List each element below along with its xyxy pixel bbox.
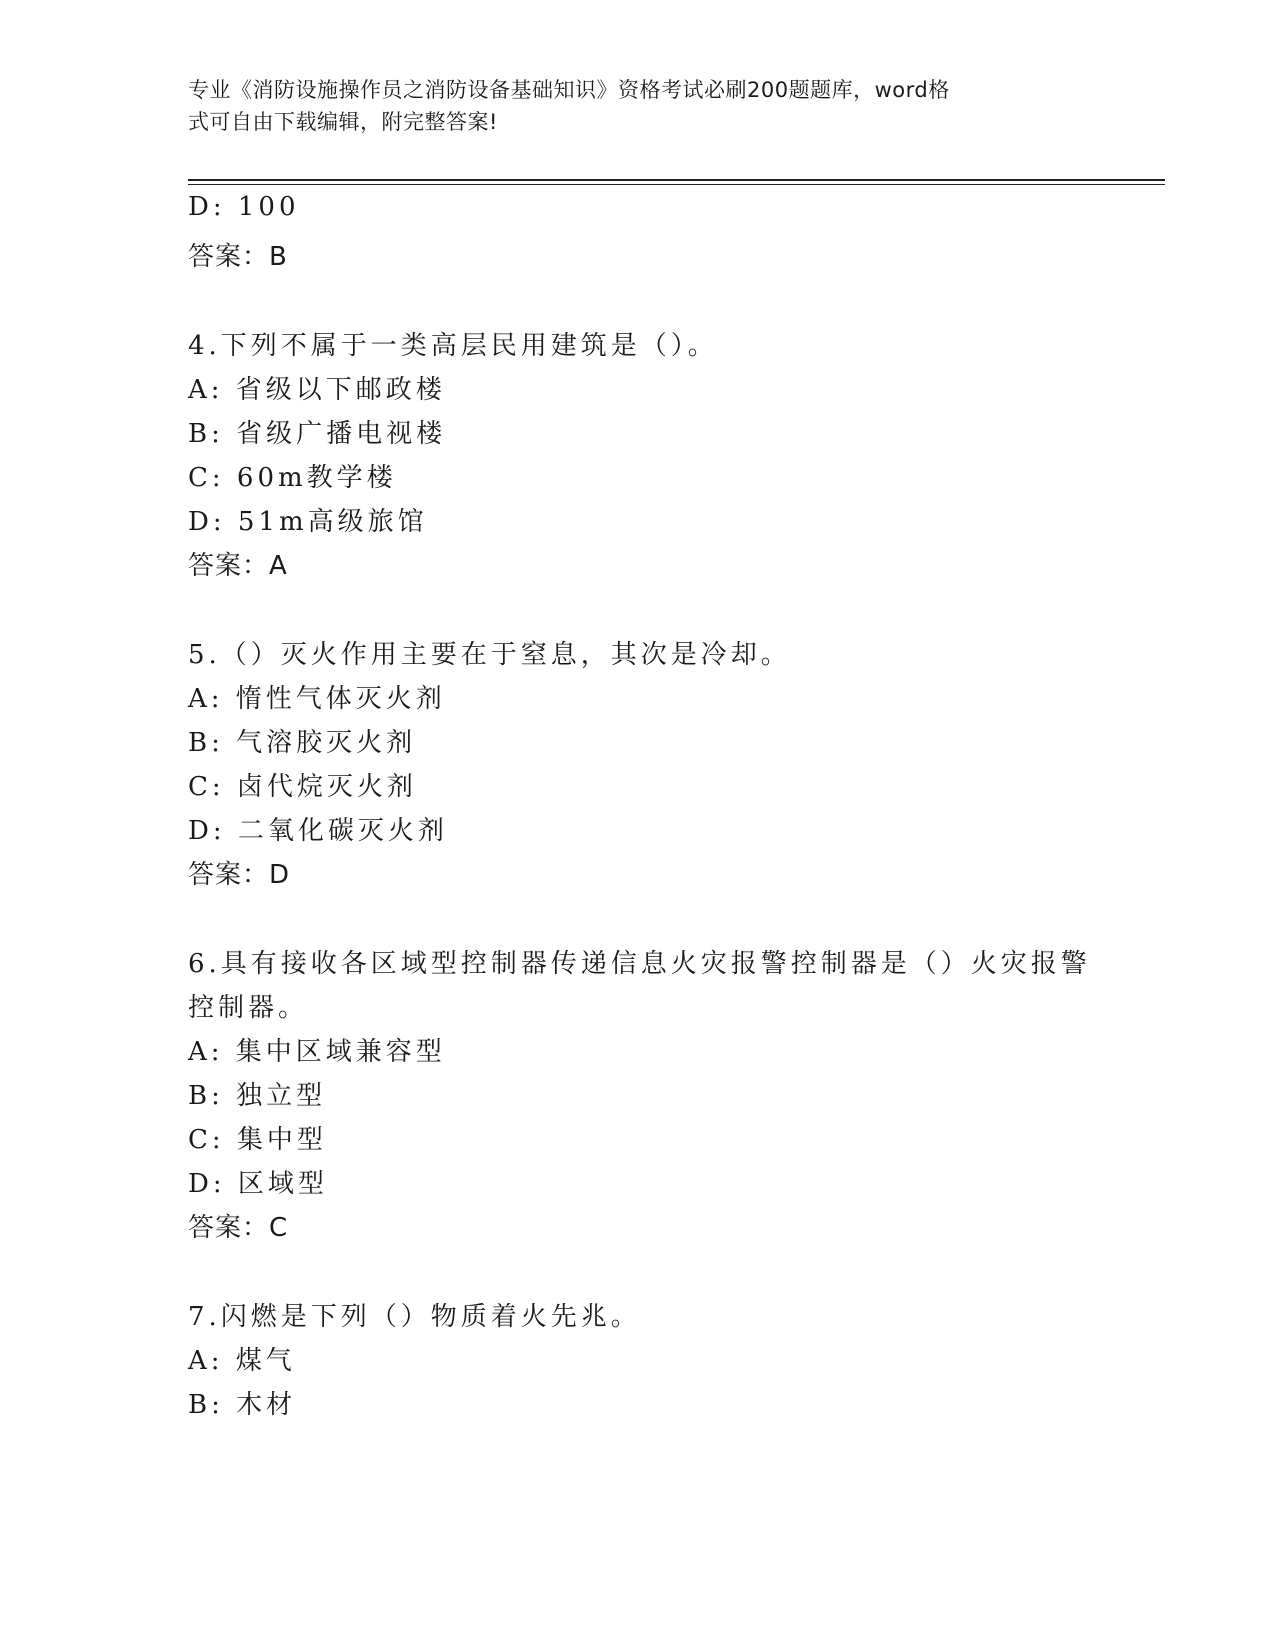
- q5-option-b: B: 气溶胶灭火剂: [188, 728, 417, 758]
- q4-answer: 答案：A: [188, 551, 288, 581]
- header-line-2: 式可自由下载编辑，附完整答案!: [188, 110, 498, 134]
- header-divider-thin: [188, 184, 1165, 185]
- document-header: [188, 74, 1088, 138]
- q4-question: 4.下列不属于一类高层民用建筑是（）。: [188, 331, 718, 361]
- q6-question-line-1: 6.具有接收各区域型控制器传递信息火灾报警控制器是（）火灾报警: [188, 949, 1091, 979]
- q5-question: 5.（）灭火作用主要在于窒息，其次是冷却。: [188, 640, 791, 670]
- q5-option-a: A: 惰性气体灭火剂: [188, 684, 446, 714]
- q5-option-c: C: 卤代烷灭火剂: [188, 772, 417, 802]
- q5-answer: 答案：D: [188, 860, 291, 890]
- q7-option-a: A: 煤气: [188, 1346, 296, 1376]
- q4-option-a: A: 省级以下邮政楼: [188, 375, 446, 405]
- q3-option-d: D: 100: [188, 192, 300, 222]
- header-line-1: 专业《消防设施操作员之消防设备基础知识》资格考试必刷200题题库，word格: [188, 78, 950, 102]
- q6-option-b: B: 独立型: [188, 1081, 327, 1111]
- q6-option-c: C: 集中型: [188, 1125, 327, 1155]
- q6-question-line-2: 控制器。: [188, 993, 309, 1023]
- q7-option-b: B: 木材: [188, 1390, 297, 1420]
- q5-option-d: D: 二氧化碳灭火剂: [188, 816, 448, 846]
- q6-option-a: A: 集中区域兼容型: [188, 1037, 446, 1067]
- q6-option-d: D: 区域型: [188, 1169, 328, 1199]
- q4-option-d: D: 51m高级旅馆: [188, 507, 428, 537]
- q4-option-c: C: 60m教学楼: [188, 463, 397, 493]
- q7-question: 7.闪燃是下列（）物质着火先兆。: [188, 1302, 641, 1332]
- header-divider-thick: [188, 179, 1165, 181]
- q4-option-b: B: 省级广播电视楼: [188, 419, 447, 449]
- q3-answer: 答案：B: [188, 242, 288, 272]
- q6-answer: 答案：C: [188, 1213, 289, 1243]
